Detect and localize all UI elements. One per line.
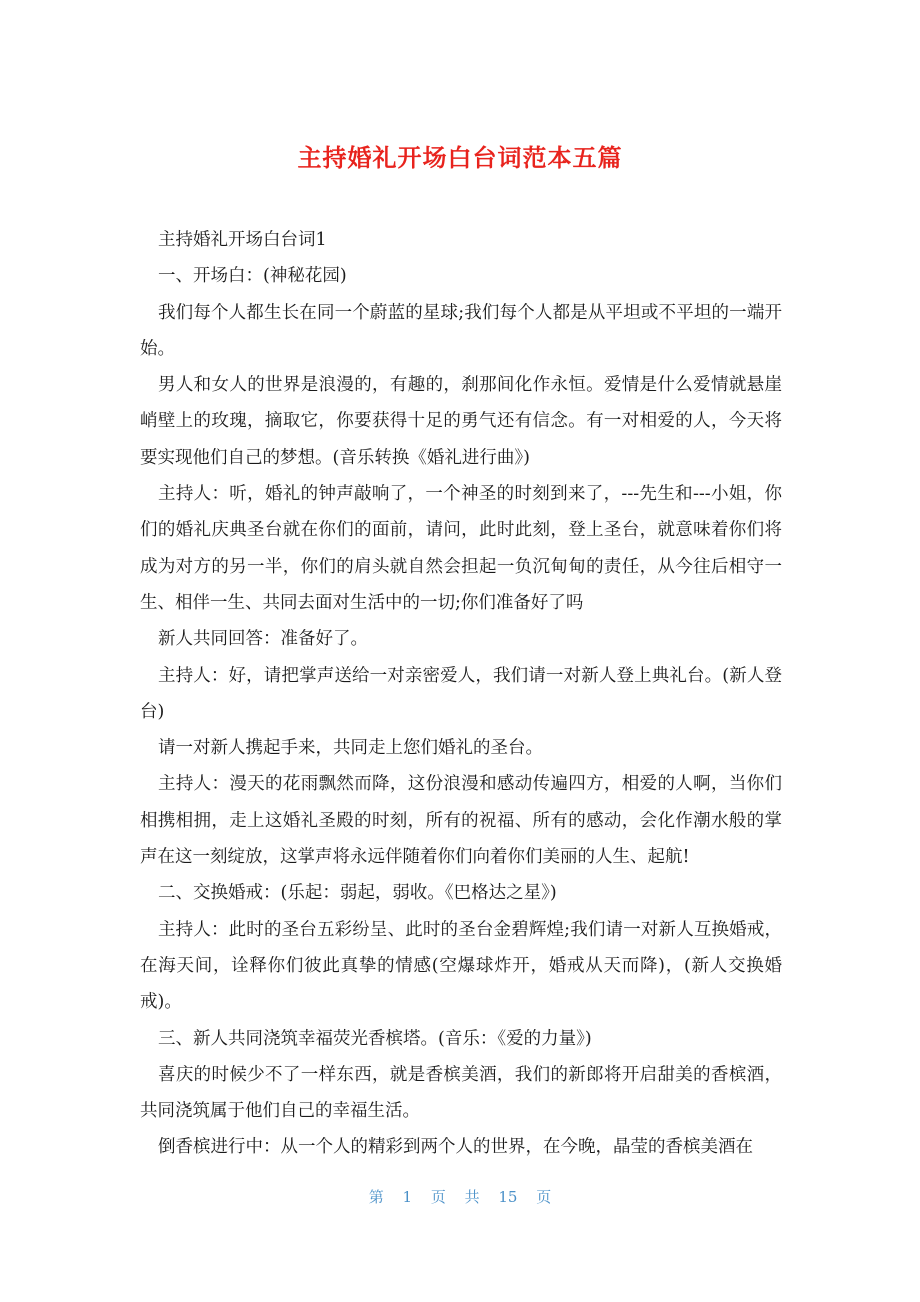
paragraph: 主持人：好，请把掌声送给一对亲密爱人，我们请一对新人登上典礼台。(新人登台) <box>140 665 782 722</box>
paragraph: 一、开场白：(神秘花园) <box>158 266 347 287</box>
document-body <box>140 222 782 1166</box>
paragraph: 三、新人共同浇筑幸福荧光香槟塔。(音乐：《爱的力量》) <box>158 1028 592 1049</box>
paragraph: 新人共同回答：准备好了。 <box>158 629 368 650</box>
paragraph: 男人和女人的世界是浪漫的，有趣的，刹那间化作永恒。爱情是什么爱情就悬崖峭壁上的玫瑰，摘取它，你要获得十足的勇气还有信念。有一对相爱的人，今天将要实现他们自己的梦想。(音乐转换《婚礼进行曲》) <box>140 375 782 468</box>
page-number-footer: 第 1 页 共 15 页 <box>368 1188 552 1206</box>
paragraph: 二、交换婚戒：(乐起：弱起，弱收。《巴格达之星》) <box>158 883 557 904</box>
paragraph: 主持婚礼开场白台词1 <box>158 230 327 250</box>
paragraph: 请一对新人携起手来，共同走上您们婚礼的圣台。 <box>158 738 543 759</box>
paragraph: 主持人：听，婚礼的钟声敲响了，一个神圣的时刻到来了，---先生和---小姐，你们的婚礼庆典圣台就在你们的面前，请问，此时此刻，登上圣台，就意味着你们将成为对方的另一半，你们的肩头就自然会担起一负沉甸甸的责任，从今往后相守一生、相伴一生、共同去面对生活中的一切;你们准备好了吗 <box>140 484 782 613</box>
paragraph: 主持人：此时的圣台五彩纷呈、此时的圣台金碧辉煌;我们请一对新人互换婚戒，在海天间，诠释你们彼此真挚的情感(空爆球炸开，婚戒从天而降)，(新人交换婚戒)。 <box>140 919 782 1013</box>
paragraph: 主持人：漫天的花雨飘然而降，这份浪漫和感动传遍四方，相爱的人啊，当你们相携相拥，走上这婚礼圣殿的时刻，所有的祝福、所有的感动，会化作潮水般的掌声在这一刻绽放，这掌声将永远伴随着你们向着你们美丽的人生、起航! <box>140 774 782 868</box>
paragraph: 倒香槟进行中：从一个人的精彩到两个人的世界，在今晚，晶莹的香槟美酒在 <box>158 1137 753 1158</box>
paragraph: 喜庆的时候少不了一样东西，就是香槟美酒，我们的新郎将开启甜美的香槟酒，共同浇筑属于他们自己的幸福生活。 <box>140 1064 782 1122</box>
page-title: 主持婚礼开场白台词范本五篇 <box>297 144 623 172</box>
paragraph: 我们每个人都生长在同一个蔚蓝的星球;我们每个人都是从平坦或不平坦的一端开始。 <box>140 302 782 359</box>
